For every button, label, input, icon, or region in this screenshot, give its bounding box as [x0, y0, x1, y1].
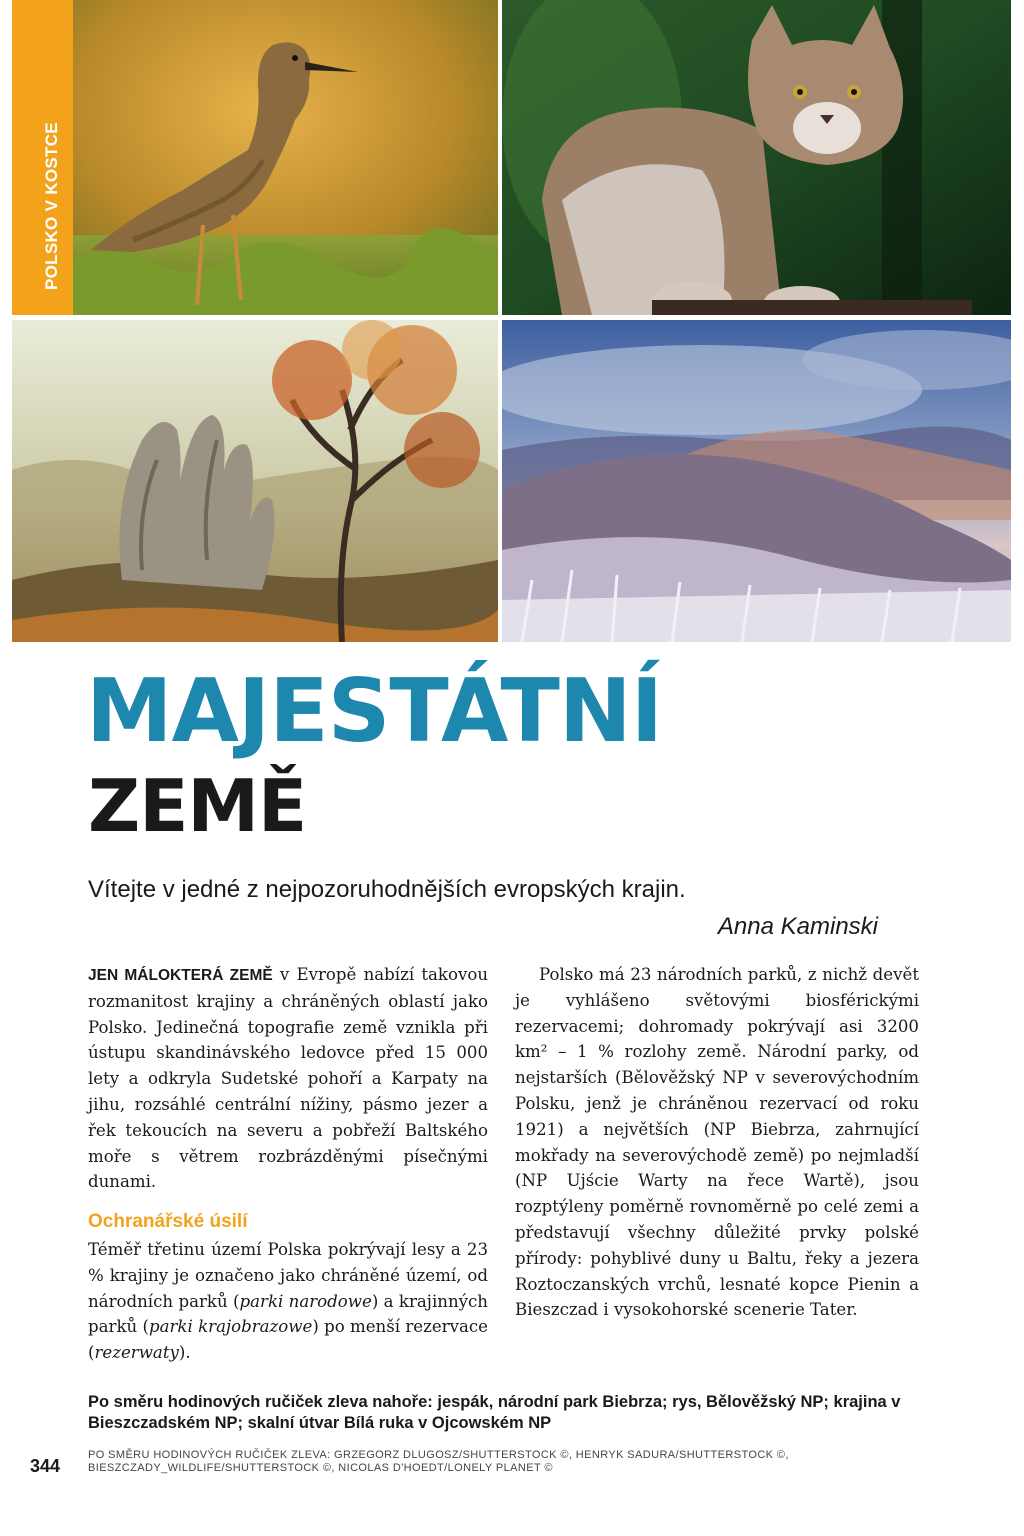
photo-credits: PO SMĚRU HODINOVÝCH RUČIČEK ZLEVA: GRZEGORZ DLUGOSZ/SHUTTERSTOCK ©, HENRYK SADURA/SHUTTERSTOCK ©, BIESZCZADY_WILDLIFE/SHUTTERSTOCK ©, NICOLAS D'HOEDT/LONELY PLANET ©	[88, 1449, 789, 1474]
author-name: Anna Kaminski	[717, 913, 878, 940]
italic-term: parki narodowe	[239, 1291, 372, 1311]
photo-caption: Po směru hodinových ručiček zleva nahoře: jespák, národní park Biebrza; rys, Bělověžský NP; krajina v Bieszczadském NP; skalní útvar Bílá ruka v Ojcowském NP	[88, 1393, 901, 1432]
lead-in-text: JEN MÁLOKTERÁ ZEMĚ	[88, 967, 273, 984]
ruff-bird-photo-icon	[73, 0, 498, 315]
paragraph-intro	[88, 962, 488, 1195]
text-run: Téměř třetinu území Polska pokrývají lesy a 23 % krajiny je označeno jako chráněné území, od národních parků (	[88, 1239, 488, 1311]
rock-formation-photo-icon	[12, 320, 498, 642]
photo-ruff-bird	[73, 0, 498, 315]
photo-lynx	[502, 0, 1011, 315]
text-run: ) a krajinných parků (	[88, 1291, 488, 1337]
photo-frosty-mountains	[502, 320, 1011, 642]
page-number: 344	[30, 1456, 61, 1476]
italic-term: rezerwaty	[94, 1343, 179, 1363]
body-column-left	[88, 962, 488, 1366]
paragraph-intro-text: v Evropě nabízí takovou rozmanitost krajiny a chráněných oblastí jako Polsko. Jedinečná topografie země vznikla při ústupu skandinávského ledovce před 15 000 lety a odkryla Sudetské pohoří a Karpaty na jihu, rozsáhlé centrální nížiny, pásmo jezer a řek tekoucích na severu a pobřeží Baltského moře s větrem rozbrázděnými písečnými dunami.	[88, 965, 489, 1192]
paragraph-protection	[88, 1237, 488, 1366]
italic-term: parki krajobrazowe	[148, 1317, 313, 1337]
text-run: ).	[178, 1343, 191, 1363]
frosty-mountains-photo-icon	[502, 320, 1011, 642]
page-subtitle: ZEMĚ	[88, 764, 307, 848]
photo-rock-formation	[12, 320, 498, 642]
section-heading: Ochranářské úsilí	[88, 1211, 248, 1233]
lede-text: Vítejte v jedné z nejpozoruhodnějších evropských krajin.	[88, 876, 686, 903]
body-column-right	[515, 962, 919, 1323]
lynx-photo-icon	[502, 0, 1011, 315]
paragraph-parks: Polsko má 23 národních parků, z nichž devět je vyhlášeno světovými biosférickými rezervacemi; dohromady pokrývají asi 3200 km² – 1 % rozlohy země. Národní parky, od nejstarších (Bělověžský NP v severovýchodním Polsku, jenž je chráněnou rezervací od roku 1921) a největších (NP Biebrza, zahrnující mokřady na severovýchodě země) po nejmladší (NP Ujście Warty na řece Wartě), jsou rozptýleny poměrně rovnoměrně po celé zemi a představují všechny důležité prvky polské přírody: pohyblivé duny u Baltu, řeky a jezera Roztoczanských vrchů, lesnaté kopce Pienin a Bieszczad i vysokohorské scenerie Tater.	[515, 965, 919, 1320]
text-run: ) po menší rezervace (	[88, 1317, 488, 1363]
page-title: MAJESTÁTNÍ	[86, 660, 663, 762]
side-tab-label: POLSKO V KOSTCE	[42, 122, 61, 290]
